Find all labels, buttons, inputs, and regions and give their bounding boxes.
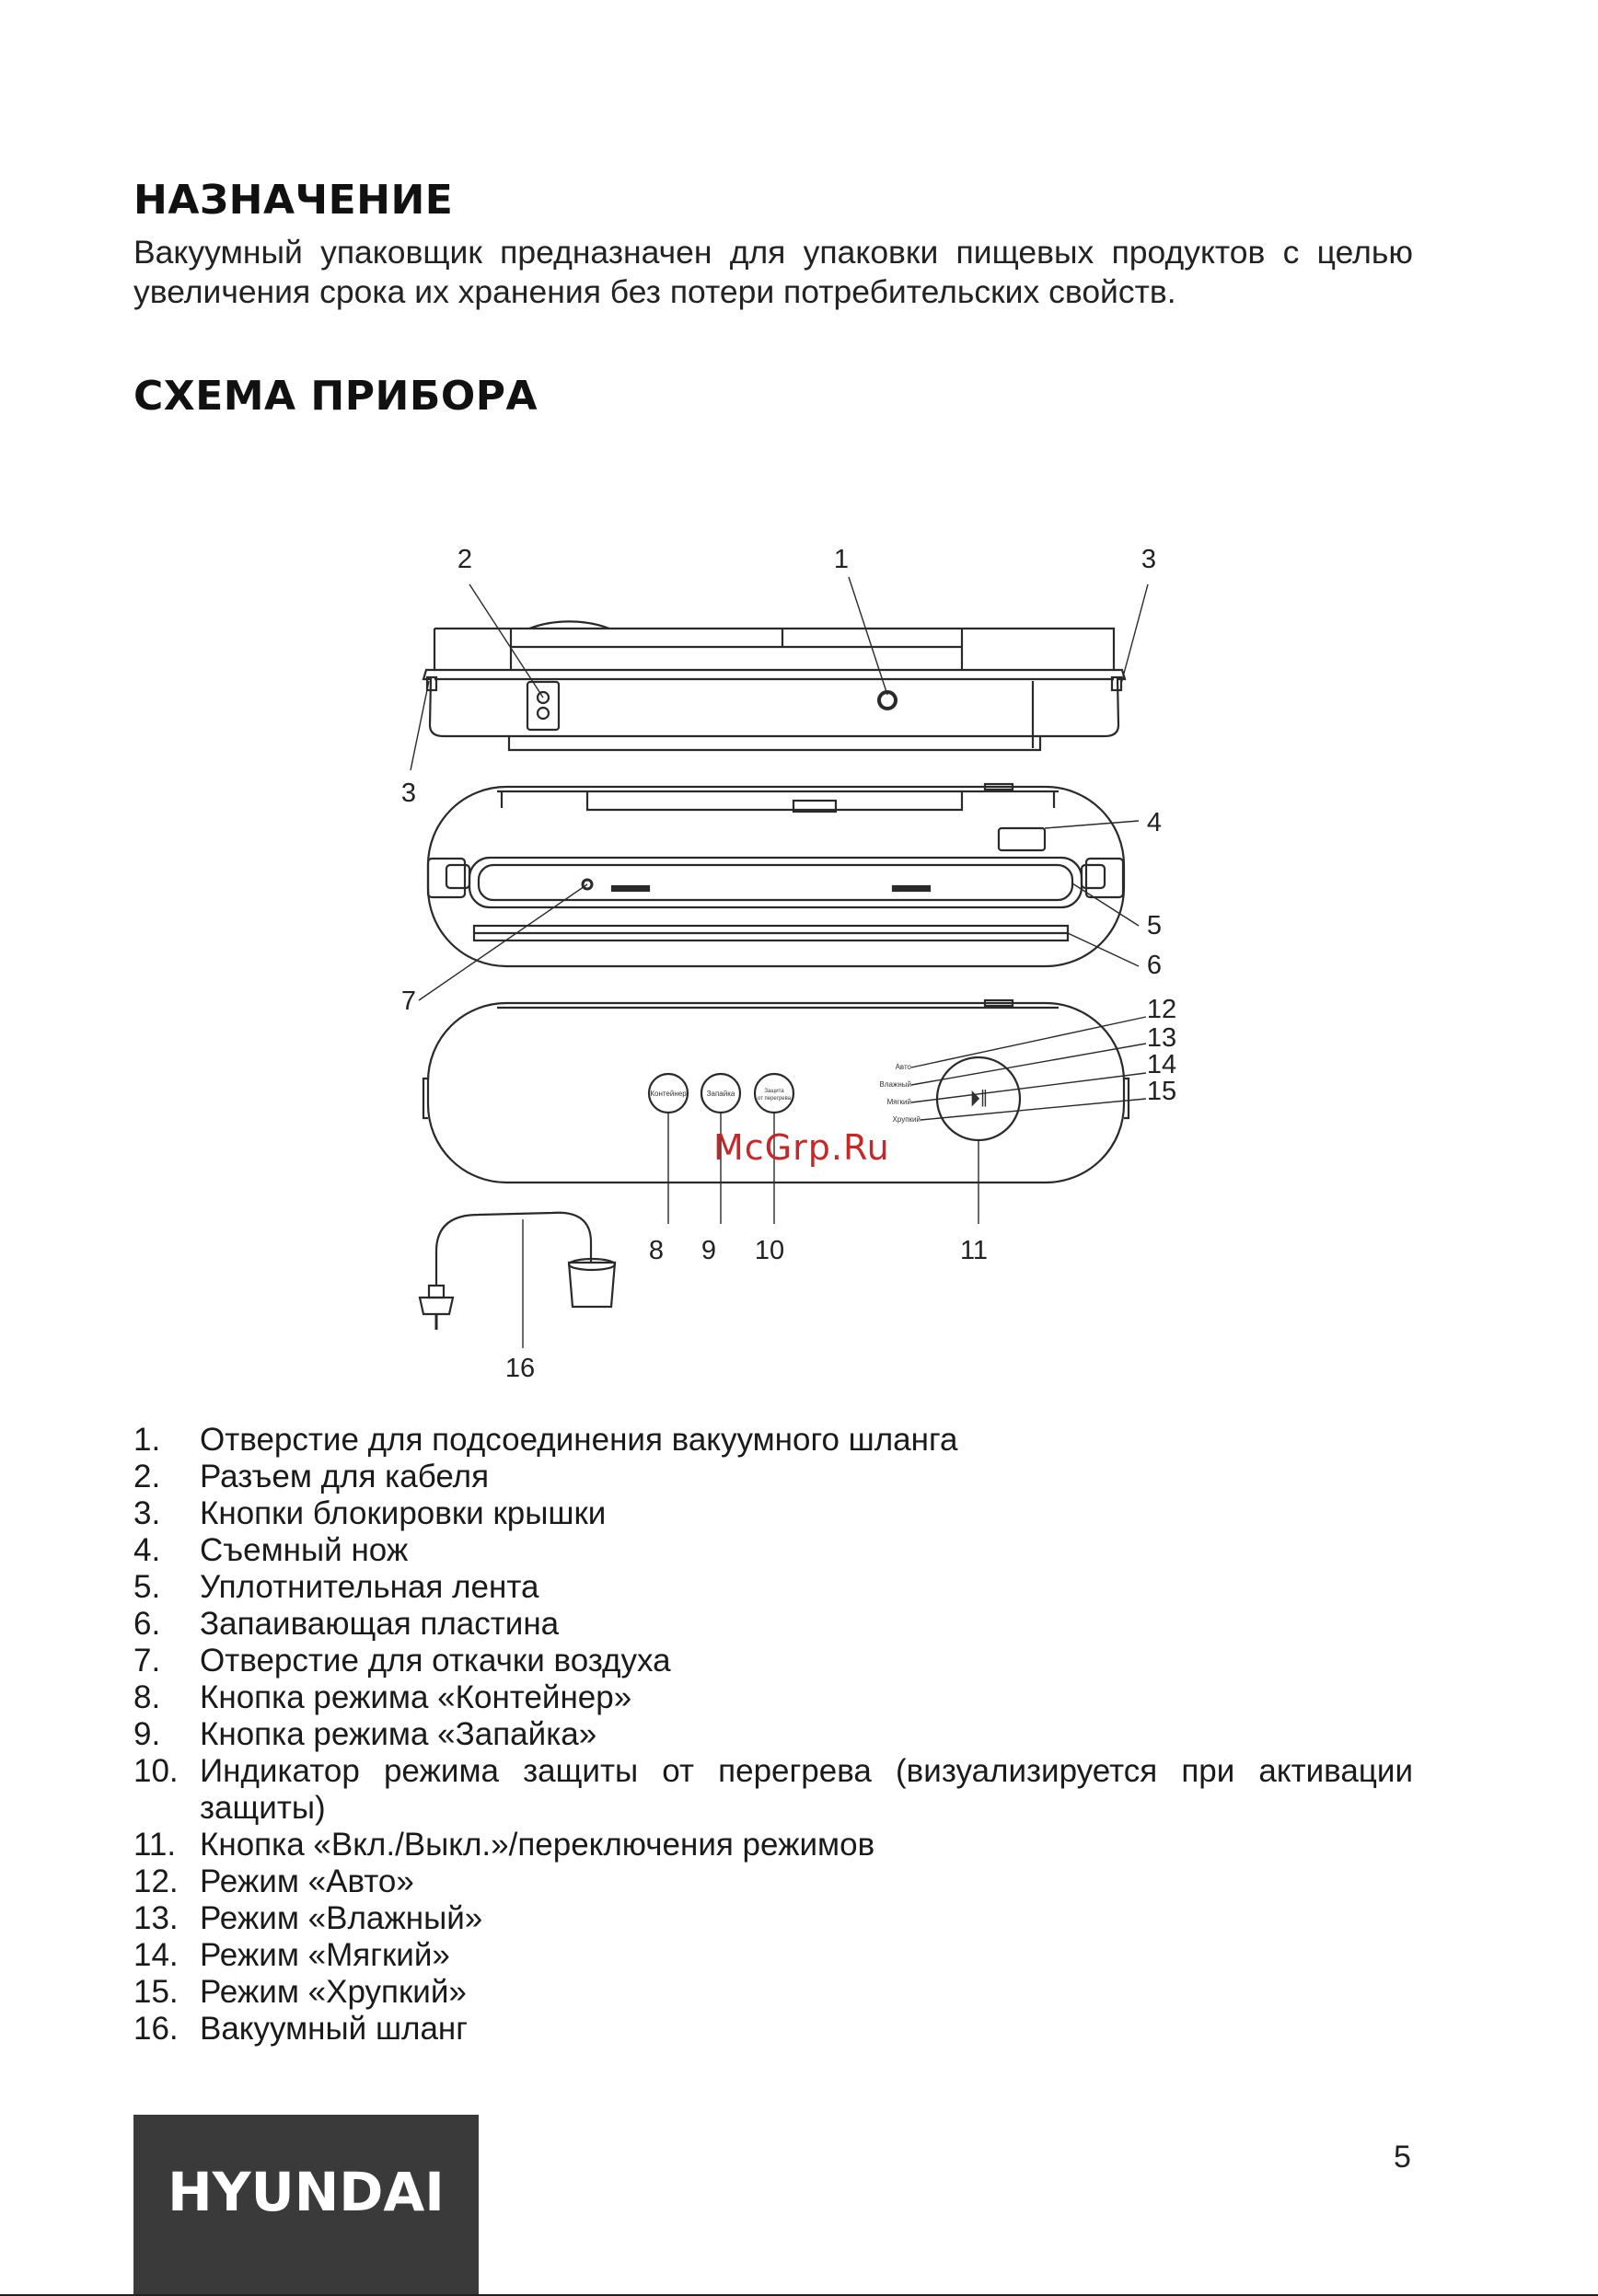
watermark: McGrp.Ru	[713, 1127, 890, 1168]
vacuum-hose-drawing	[420, 1213, 615, 1330]
parts-item-number: 12.	[133, 1863, 179, 1899]
callout-1: 1	[833, 545, 850, 574]
mode-label-fragile: Хрупкий	[892, 1115, 921, 1124]
parts-item-text: Режим «Хрупкий»	[200, 1974, 467, 2010]
parts-item-number: 14.	[133, 1937, 179, 1973]
button-label-container: Контейнер	[650, 1090, 687, 1098]
parts-list-item	[133, 1827, 1413, 1863]
parts-list-item	[133, 1900, 1413, 1937]
parts-item-text: Кнопка режима «Контейнер»	[200, 1679, 632, 1715]
callout-11: 11	[959, 1236, 989, 1265]
parts-list-item	[133, 1643, 1413, 1679]
callout-6: 6	[1146, 951, 1163, 980]
button-label-protect-2: от перегрева	[757, 1096, 792, 1102]
parts-list-item	[133, 1937, 1413, 1974]
parts-item-number: 3.	[133, 1495, 161, 1531]
callout-4: 4	[1146, 808, 1163, 837]
mode-label-wet: Влажный	[879, 1080, 911, 1089]
brand-logo-text: HYUNDAI	[168, 2160, 445, 2223]
parts-list-item	[133, 1974, 1413, 2011]
power-button-icon: ⏵︎∥	[969, 1087, 988, 1112]
parts-list-item	[133, 1569, 1413, 1606]
parts-item-number: 4.	[133, 1532, 161, 1568]
purpose-heading: НАЗНАЧЕНИЕ	[133, 177, 454, 224]
parts-item-text: Отверстие для подсоединения вакуумного шланга	[200, 1422, 958, 1458]
parts-item-text: Уплотнительная лента	[200, 1569, 539, 1605]
parts-list-item	[133, 1422, 1413, 1459]
parts-item-number: 10.	[133, 1753, 179, 1789]
parts-item-text: Кнопки блокировки крышки	[200, 1495, 607, 1531]
parts-item-text: Съемный нож	[200, 1532, 409, 1568]
parts-item-number: 9.	[133, 1716, 161, 1752]
callout-12: 12	[1146, 995, 1177, 1024]
purpose-line-2: увеличения срока их хранения без потери потребительских свойств.	[133, 273, 1176, 310]
purpose-paragraph	[133, 233, 1413, 312]
open-top-view	[428, 784, 1124, 966]
parts-list-item	[133, 2011, 1413, 2048]
purpose-line-1: Вакуумный упаковщик предназначен для упаковки пищевых продуктов с целью	[133, 234, 1413, 271]
callout-7: 7	[400, 986, 417, 1016]
parts-list-item	[133, 1679, 1413, 1716]
parts-item-text: Запаивающая пластина	[200, 1606, 560, 1642]
callout-16: 16	[504, 1354, 536, 1383]
parts-list-item	[133, 1716, 1413, 1753]
parts-item-text: Кнопка «Вкл./Выкл.»/переключения режимов	[200, 1827, 875, 1863]
callout-2: 2	[457, 545, 473, 574]
scheme-heading: СХЕМА ПРИБОРА	[133, 373, 538, 420]
parts-item-number: 8.	[133, 1679, 161, 1715]
button-label-seal: Запайка	[706, 1090, 735, 1098]
parts-item-number: 2.	[133, 1459, 161, 1494]
device-diagram	[0, 515, 1598, 1399]
callout-3-right: 3	[1141, 545, 1157, 574]
parts-item-text: Кнопка режима «Запайка»	[200, 1716, 597, 1752]
callout-8: 8	[648, 1236, 665, 1265]
page-number: 5	[1394, 2140, 1411, 2175]
parts-list-item	[133, 1753, 1413, 1827]
parts-item-number: 11.	[133, 1827, 177, 1863]
parts-list-item	[133, 1532, 1413, 1569]
parts-item-text: Режим «Влажный»	[200, 1900, 483, 1936]
rear-view	[423, 621, 1125, 750]
button-label-protect-1: Защита	[764, 1089, 784, 1094]
parts-list-item	[133, 1495, 1413, 1532]
parts-item-text: Режим «Мягкий»	[200, 1937, 450, 1973]
parts-item-text: Отверстие для откачки воздуха	[200, 1643, 671, 1679]
brand-logo	[133, 2115, 479, 2296]
parts-list	[133, 1422, 1413, 2048]
callout-3-left: 3	[400, 779, 417, 808]
parts-list-item	[133, 1459, 1413, 1495]
parts-item-number: 15.	[133, 1974, 179, 2010]
callout-14: 14	[1146, 1050, 1177, 1079]
mode-label-auto: Авто	[895, 1063, 911, 1071]
parts-item-number: 6.	[133, 1606, 161, 1642]
parts-item-text: Вакуумный шланг	[200, 2011, 469, 2047]
mode-label-soft: Мягкий	[886, 1098, 911, 1106]
parts-item-number: 7.	[133, 1643, 161, 1679]
parts-item-text: Разъем для кабеля	[200, 1459, 490, 1494]
parts-item-number: 1.	[133, 1422, 161, 1458]
parts-item-number: 16.	[133, 2011, 179, 2047]
callout-5: 5	[1146, 911, 1163, 940]
parts-list-item	[133, 1863, 1413, 1900]
callout-10: 10	[754, 1236, 785, 1265]
parts-item-number: 13.	[133, 1900, 179, 1936]
callout-13: 13	[1146, 1023, 1177, 1053]
leader-lines	[411, 577, 1148, 1348]
parts-list-item	[133, 1606, 1413, 1643]
callout-9: 9	[701, 1236, 717, 1265]
parts-item-number: 5.	[133, 1569, 161, 1605]
parts-item-text: Режим «Авто»	[200, 1863, 414, 1899]
callout-15: 15	[1146, 1077, 1177, 1106]
parts-item-text: Индикатор режима защиты от перегрева (визуализируется при активации защиты)	[200, 1753, 1413, 1826]
